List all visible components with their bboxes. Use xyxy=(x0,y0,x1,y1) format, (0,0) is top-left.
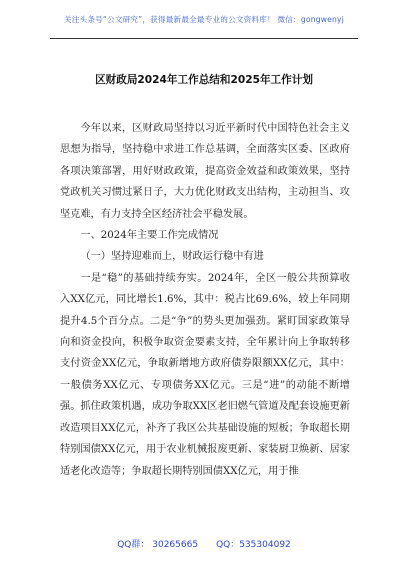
section-heading: 一、2024年主要工作完成情况 xyxy=(80,230,219,242)
document-title: 区财政局2024年工作总结和2025年工作计划 xyxy=(95,74,313,86)
subsection-heading: （一）坚持迎难而上，财政运行稳中有进 xyxy=(80,251,264,263)
intro-paragraph: 今年以来，区财政局坚持以习近平新时代中国特色社会主义思想为指导，坚持稳中求进工作总基调，全面落实区委、区政府各项决策部署，用好财政政策，提高资金效益和政策效果，坚持党政机关习惯过紧日子，大力优化财政支出结构，主动担当、攻坚克难，有力支持全区经济社会平稳发展。 xyxy=(60,123,350,220)
qq-number: QQ：535304092 xyxy=(216,540,291,550)
contact-footer xyxy=(0,537,408,550)
body-paragraph: 一是“稳”的基础持续夯实。2024年，全区一般公共预算收入XX亿元，同比增长1.6%，其中：税占比69.6%，较上年同期提升4.5个百分点。二是“争”的势头更加强劲。紧盯国家政策导向和资金投向，积极争取资金要素支持，全年累计向上争取转移支付资金XX亿元，争取新增地方政府债券限额XX亿元，其中：一般债务XX亿元、专项债务XX亿元。三是“进”的动能不断增强。抓住政策机遇，成功争取XX区老旧燃气管道及配套设施更新改造项目XX亿元，补齐了我区公共基础设施的短板；争取超长期特别国债XX亿元，用于农业机械报废更新、家装厨卫焕新、居家适老化改造等；争取超长期特别国债XX亿元，用于推 xyxy=(60,272,350,477)
header-divider xyxy=(50,38,358,39)
qq-group-number: QQ群： 30265665 xyxy=(117,540,199,550)
header-banner: 关注头条号“公文研究”，获得最新最全最专业的公文资料库！ 微信：gongwenyj xyxy=(63,15,345,24)
document-body xyxy=(60,118,350,482)
